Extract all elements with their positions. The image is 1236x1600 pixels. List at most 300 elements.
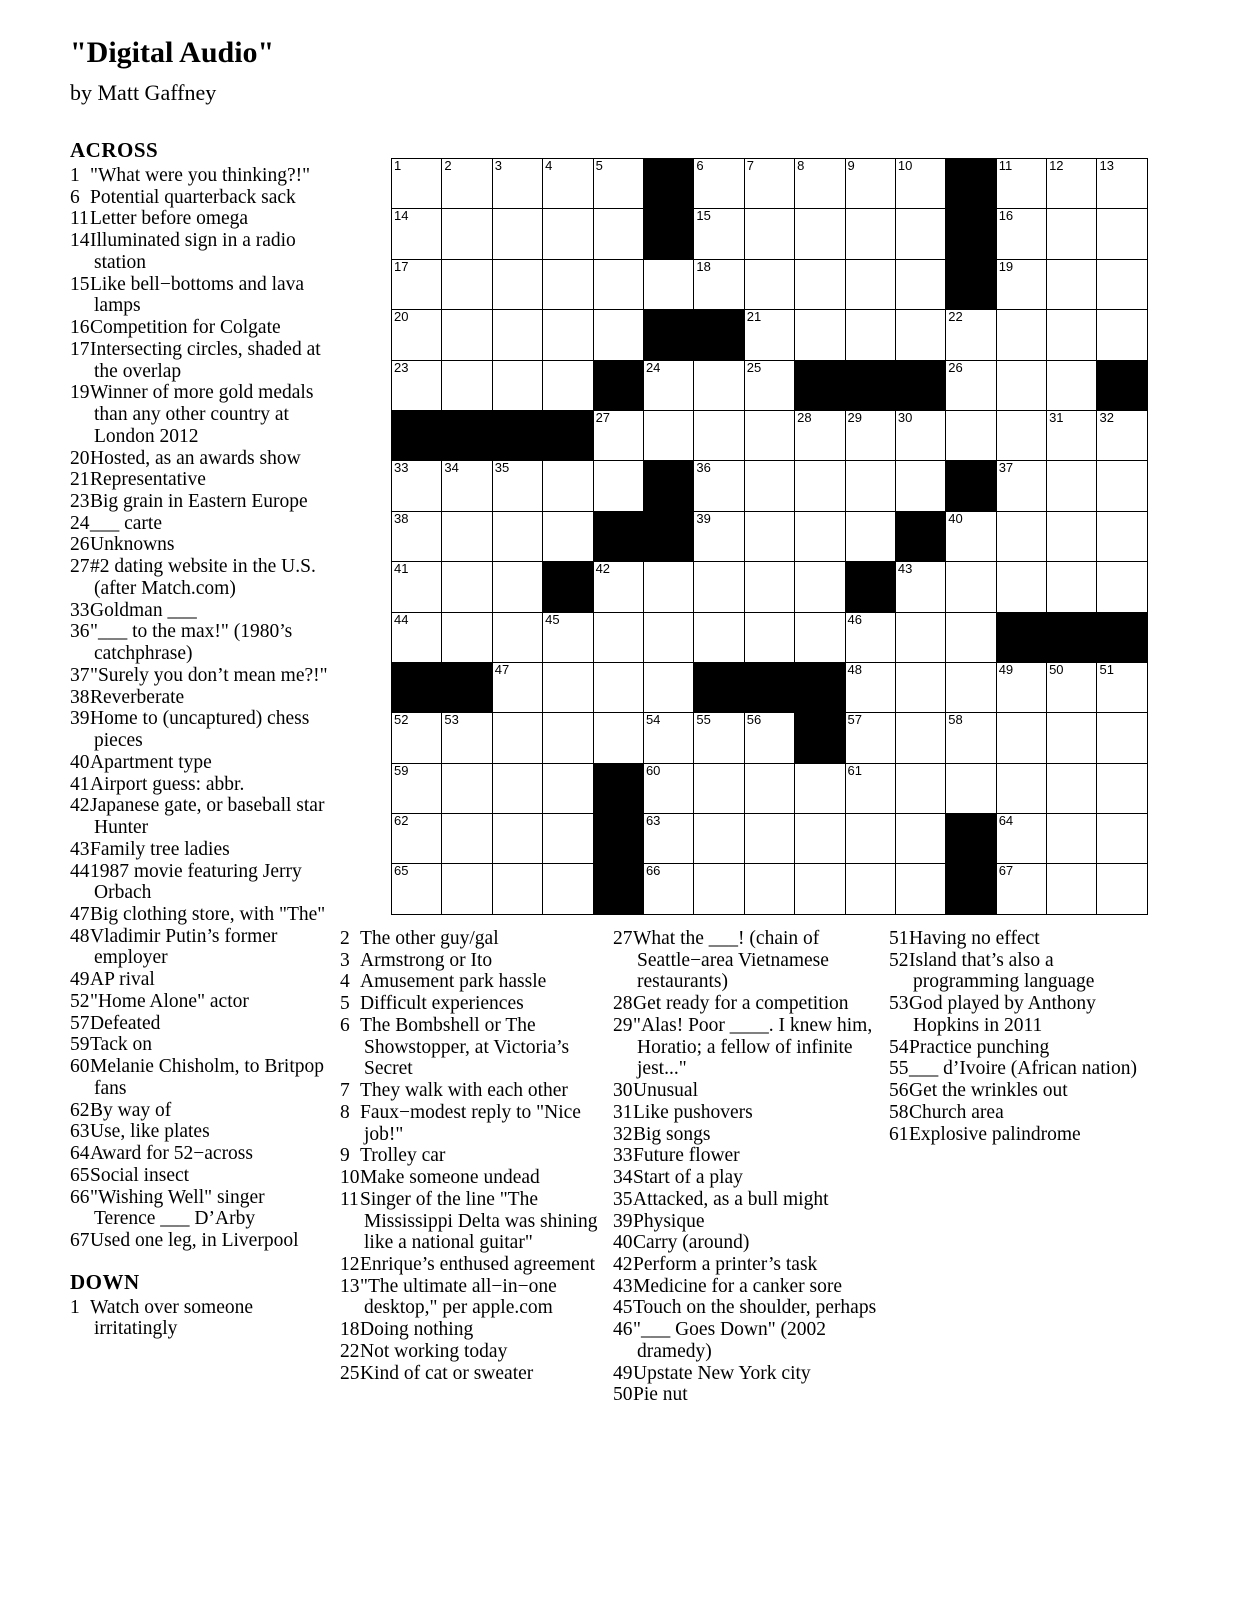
- grid-block-cell: [392, 410, 442, 460]
- clue-item: [340, 1276, 598, 1319]
- grid-cell[interactable]: [643, 763, 693, 813]
- grid-cell[interactable]: [895, 662, 945, 712]
- clue-number: 14: [70, 230, 90, 252]
- grid-cell[interactable]: [442, 461, 492, 511]
- clue-item: [70, 556, 328, 599]
- grid-cell[interactable]: [392, 159, 442, 209]
- grid-cell[interactable]: [744, 259, 794, 309]
- grid-cell[interactable]: [593, 310, 643, 360]
- grid-cell[interactable]: [543, 259, 593, 309]
- clue-text: Future flower: [633, 1145, 740, 1167]
- grid-cell[interactable]: [1047, 763, 1097, 813]
- clue-item: [70, 1187, 328, 1230]
- grid-cell[interactable]: [1097, 662, 1147, 712]
- grid-cell[interactable]: [1097, 864, 1147, 914]
- clue-item: [70, 1143, 328, 1165]
- clue-number: 27: [70, 556, 90, 578]
- grid-cell[interactable]: [442, 814, 492, 864]
- grid-cell[interactable]: [1047, 259, 1097, 309]
- clue-number: 17: [70, 338, 90, 360]
- grid-cell[interactable]: [996, 814, 1046, 864]
- grid-cell[interactable]: [845, 814, 895, 864]
- grid-cell[interactable]: [694, 360, 744, 410]
- grid-cell[interactable]: [593, 259, 643, 309]
- clue-number: 63: [70, 1121, 90, 1143]
- grid-cell[interactable]: [392, 612, 442, 662]
- grid-cell[interactable]: [593, 461, 643, 511]
- clue-number: 52: [70, 990, 90, 1012]
- grid-cell[interactable]: [392, 562, 442, 612]
- grid-cell[interactable]: [492, 461, 542, 511]
- grid-cell[interactable]: [1047, 410, 1097, 460]
- clue-text: Armstrong or Ito: [360, 949, 493, 971]
- clue-item: [70, 774, 328, 796]
- grid-cell[interactable]: [996, 410, 1046, 460]
- grid-cell[interactable]: [392, 360, 442, 410]
- grid-cell[interactable]: [795, 209, 845, 259]
- clue-number: 62: [70, 1099, 90, 1121]
- clue-item: [613, 1276, 881, 1298]
- grid-cell[interactable]: [845, 612, 895, 662]
- clue-item: [70, 926, 328, 969]
- grid-cell[interactable]: [694, 461, 744, 511]
- grid-cell[interactable]: [492, 511, 542, 561]
- grid-cell-number: 62: [394, 813, 409, 829]
- grid-cell[interactable]: [996, 259, 1046, 309]
- grid-cell[interactable]: [744, 159, 794, 209]
- grid-cell[interactable]: [845, 511, 895, 561]
- grid-cell[interactable]: [996, 461, 1046, 511]
- grid-cell-number: 56: [746, 712, 762, 728]
- grid-cell[interactable]: [392, 763, 442, 813]
- grid-cell[interactable]: [895, 864, 945, 914]
- grid-cell[interactable]: [895, 814, 945, 864]
- clue-number: 36: [70, 621, 90, 643]
- clue-text: Church area: [909, 1101, 1004, 1123]
- grid-cell[interactable]: [946, 511, 996, 561]
- grid-cell[interactable]: [996, 562, 1046, 612]
- grid-cell[interactable]: [492, 662, 542, 712]
- grid-cell[interactable]: [694, 159, 744, 209]
- grid-cell[interactable]: [795, 864, 845, 914]
- grid-cell[interactable]: [694, 511, 744, 561]
- grid-cell[interactable]: [1047, 159, 1097, 209]
- grid-cell[interactable]: [593, 562, 643, 612]
- clue-number: 45: [613, 1297, 633, 1319]
- grid-cell-number: 58: [948, 712, 963, 728]
- grid-cell[interactable]: [895, 159, 945, 209]
- grid-cell[interactable]: [946, 410, 996, 460]
- grid-cell[interactable]: [795, 763, 845, 813]
- clue-number: 13: [340, 1275, 360, 1297]
- clue-text: Perform a printer’s task: [633, 1254, 818, 1276]
- grid-cell[interactable]: [442, 713, 492, 763]
- grid-cell[interactable]: [643, 562, 693, 612]
- clue-number: 19: [70, 382, 90, 404]
- clue-item: [70, 491, 328, 513]
- clue-item: [613, 1254, 881, 1276]
- grid-cell[interactable]: [1097, 209, 1147, 259]
- grid-block-cell: [442, 410, 492, 460]
- clue-number: 50: [613, 1384, 633, 1406]
- grid-cell[interactable]: [392, 209, 442, 259]
- grid-cell[interactable]: [694, 209, 744, 259]
- clue-number: 1: [70, 1296, 80, 1318]
- grid-cell[interactable]: [744, 814, 794, 864]
- clue-item: [70, 752, 328, 774]
- grid-cell[interactable]: [895, 612, 945, 662]
- grid-cell[interactable]: [1097, 410, 1147, 460]
- grid-cell[interactable]: [392, 864, 442, 914]
- clue-number: 43: [70, 838, 90, 860]
- clue-text: Doing nothing: [360, 1319, 474, 1341]
- grid-cell[interactable]: [694, 713, 744, 763]
- grid-cell-number: 3: [494, 158, 503, 173]
- grid-cell[interactable]: [643, 410, 693, 460]
- clue-text: Potential quarterback sack: [90, 186, 296, 208]
- grid-cell-number: 66: [645, 863, 661, 879]
- grid-row: [392, 310, 1148, 360]
- down-clue-list-part1: [70, 1297, 328, 1340]
- grid-cell[interactable]: [593, 662, 643, 712]
- grid-cell[interactable]: [744, 763, 794, 813]
- grid-cell-number: 36: [696, 460, 711, 476]
- grid-cell[interactable]: [543, 864, 593, 914]
- clue-item: [613, 928, 881, 993]
- grid-block-cell: [795, 662, 845, 712]
- grid-cell[interactable]: [996, 360, 1046, 410]
- clue-item: [70, 687, 328, 709]
- grid-cell[interactable]: [946, 612, 996, 662]
- grid-cell[interactable]: [694, 562, 744, 612]
- grid-cell[interactable]: [643, 259, 693, 309]
- grid-cell[interactable]: [895, 310, 945, 360]
- grid-cell[interactable]: [744, 511, 794, 561]
- clue-item: [889, 950, 1154, 993]
- grid-cell[interactable]: [895, 713, 945, 763]
- grid-cell[interactable]: [442, 864, 492, 914]
- grid-cell[interactable]: [643, 360, 693, 410]
- grid-cell[interactable]: [543, 662, 593, 712]
- grid-cell[interactable]: [694, 864, 744, 914]
- clue-item: [340, 971, 598, 993]
- clue-item: [70, 274, 328, 317]
- grid-cell[interactable]: [744, 612, 794, 662]
- grid-cell[interactable]: [1047, 864, 1097, 914]
- grid-row: [392, 612, 1148, 662]
- grid-cell[interactable]: [946, 763, 996, 813]
- grid-block-cell: [593, 511, 643, 561]
- grid-cell[interactable]: [643, 864, 693, 914]
- grid-cell[interactable]: [543, 763, 593, 813]
- grid-row: [392, 662, 1148, 712]
- grid-cell-number: 54: [645, 712, 661, 728]
- grid-cell[interactable]: [543, 713, 593, 763]
- clue-item: [613, 1384, 881, 1406]
- grid-cell[interactable]: [492, 612, 542, 662]
- grid-cell[interactable]: [795, 612, 845, 662]
- grid-row: [392, 360, 1148, 410]
- grid-cell[interactable]: [845, 310, 895, 360]
- grid-cell[interactable]: [895, 410, 945, 460]
- grid-cell[interactable]: [643, 662, 693, 712]
- grid-cell-number: 21: [746, 309, 762, 325]
- grid-cell-number: 14: [394, 208, 409, 224]
- clue-number: 40: [613, 1232, 633, 1254]
- grid-cell[interactable]: [744, 310, 794, 360]
- grid-cell[interactable]: [996, 209, 1046, 259]
- clue-item: [340, 1254, 598, 1276]
- grid-cell[interactable]: [795, 310, 845, 360]
- grid-cell[interactable]: [492, 814, 542, 864]
- clue-number: 52: [889, 949, 909, 971]
- grid-cell[interactable]: [694, 410, 744, 460]
- grid-cell[interactable]: [895, 209, 945, 259]
- grid-cell[interactable]: [744, 461, 794, 511]
- grid-cell[interactable]: [593, 410, 643, 460]
- clue-text: AP rival: [90, 969, 155, 991]
- clue-item: [70, 469, 328, 491]
- grid-cell[interactable]: [492, 360, 542, 410]
- grid-cell[interactable]: [1097, 763, 1147, 813]
- grid-cell[interactable]: [392, 461, 442, 511]
- grid-cell[interactable]: [1097, 562, 1147, 612]
- grid-cell[interactable]: [744, 410, 794, 460]
- grid-block-cell: [593, 864, 643, 914]
- grid-block-cell: [442, 662, 492, 712]
- grid-cell[interactable]: [392, 310, 442, 360]
- grid-cell[interactable]: [946, 310, 996, 360]
- grid-cell[interactable]: [543, 814, 593, 864]
- down-heading: DOWN: [70, 1269, 140, 1294]
- grid-table[interactable]: [391, 158, 1148, 915]
- clue-number: 23: [70, 491, 90, 513]
- grid-cell[interactable]: [1047, 562, 1097, 612]
- clue-number: 37: [70, 664, 90, 686]
- grid-cell[interactable]: [795, 511, 845, 561]
- grid-cell-number: 42: [595, 561, 611, 577]
- grid-cell[interactable]: [795, 159, 845, 209]
- grid-cell[interactable]: [1047, 814, 1097, 864]
- grid-cell[interactable]: [996, 864, 1046, 914]
- grid-cell-number: 46: [847, 611, 862, 627]
- grid-cell[interactable]: [593, 713, 643, 763]
- grid-cell[interactable]: [1047, 662, 1097, 712]
- grid-cell[interactable]: [744, 209, 794, 259]
- grid-cell-number: 52: [394, 712, 409, 728]
- grid-cell[interactable]: [1097, 511, 1147, 561]
- clue-text: Get ready for a competition: [633, 993, 849, 1015]
- grid-cell[interactable]: [593, 209, 643, 259]
- grid-cell[interactable]: [744, 562, 794, 612]
- clue-text: Defeated: [90, 1012, 161, 1034]
- clue-text: Having no effect: [909, 928, 1040, 949]
- grid-cell[interactable]: [996, 763, 1046, 813]
- clue-number: 5: [340, 993, 350, 1015]
- grid-cell[interactable]: [694, 259, 744, 309]
- grid-block-cell: [946, 209, 996, 259]
- clue-item: [340, 1189, 598, 1254]
- clue-item: [70, 1100, 328, 1122]
- grid-cell-number: 11: [998, 158, 1013, 173]
- clue-text: Use, like plates: [90, 1121, 210, 1143]
- grid-block-cell: [1097, 612, 1147, 662]
- grid-cell[interactable]: [442, 209, 492, 259]
- grid-cell[interactable]: [946, 713, 996, 763]
- clue-item: [70, 339, 328, 382]
- clue-item: [889, 928, 1154, 950]
- grid-cell[interactable]: [492, 310, 542, 360]
- clue-number: 42: [70, 795, 90, 817]
- grid-block-cell: [795, 713, 845, 763]
- clue-number: 39: [70, 708, 90, 730]
- grid-cell[interactable]: [543, 511, 593, 561]
- grid-block-cell: [795, 360, 845, 410]
- grid-cell[interactable]: [392, 814, 442, 864]
- grid-cell[interactable]: [744, 864, 794, 914]
- clue-text: Like bell−bottoms and lava lamps: [90, 273, 305, 317]
- clue-text: What the ___! (chain of Seattle−area Vietnamese restaurants): [633, 928, 829, 993]
- grid-cell[interactable]: [442, 360, 492, 410]
- grid-cell[interactable]: [543, 612, 593, 662]
- grid-cell[interactable]: [543, 209, 593, 259]
- crossword-grid[interactable]: [391, 158, 1148, 915]
- grid-cell[interactable]: [1097, 461, 1147, 511]
- grid-cell[interactable]: [795, 562, 845, 612]
- clue-item: [613, 1102, 881, 1124]
- grid-cell[interactable]: [392, 259, 442, 309]
- clue-number: 41: [70, 773, 90, 795]
- grid-cell-number: 33: [394, 460, 409, 476]
- grid-cell[interactable]: [392, 713, 442, 763]
- grid-cell[interactable]: [996, 511, 1046, 561]
- grid-cell[interactable]: [1047, 511, 1097, 561]
- grid-cell[interactable]: [895, 461, 945, 511]
- grid-cell[interactable]: [492, 763, 542, 813]
- grid-cell[interactable]: [492, 562, 542, 612]
- grid-cell[interactable]: [1047, 310, 1097, 360]
- grid-cell[interactable]: [1097, 310, 1147, 360]
- grid-cell[interactable]: [845, 662, 895, 712]
- grid-cell[interactable]: [946, 662, 996, 712]
- grid-cell[interactable]: [694, 814, 744, 864]
- clue-number: 66: [70, 1186, 90, 1208]
- grid-cell[interactable]: [442, 511, 492, 561]
- grid-cell[interactable]: [744, 713, 794, 763]
- down-clue-list-part2: [340, 928, 598, 1384]
- clue-text: Enrique’s enthused agreement: [360, 1254, 595, 1276]
- grid-cell[interactable]: [442, 159, 492, 209]
- grid-cell[interactable]: [442, 562, 492, 612]
- grid-block-cell: [845, 360, 895, 410]
- grid-cell[interactable]: [795, 259, 845, 309]
- grid-cell[interactable]: [1097, 814, 1147, 864]
- clue-text: Touch on the shoulder, perhaps: [633, 1297, 877, 1319]
- grid-cell[interactable]: [593, 159, 643, 209]
- grid-cell[interactable]: [845, 259, 895, 309]
- grid-cell[interactable]: [492, 713, 542, 763]
- grid-cell[interactable]: [442, 763, 492, 813]
- grid-cell-number: 67: [998, 863, 1014, 879]
- grid-cell[interactable]: [996, 662, 1046, 712]
- grid-cell[interactable]: [895, 259, 945, 309]
- grid-cell[interactable]: [845, 713, 895, 763]
- grid-cell[interactable]: [1047, 713, 1097, 763]
- grid-cell[interactable]: [996, 713, 1046, 763]
- grid-cell[interactable]: [543, 159, 593, 209]
- grid-cell[interactable]: [492, 259, 542, 309]
- grid-cell-number: 37: [998, 460, 1014, 476]
- grid-cell[interactable]: [543, 461, 593, 511]
- grid-cell[interactable]: [895, 562, 945, 612]
- grid-block-cell: [744, 662, 794, 712]
- down-clue-list-part4: [889, 928, 1154, 1145]
- grid-cell[interactable]: [694, 763, 744, 813]
- clue-number: 33: [70, 599, 90, 621]
- grid-cell[interactable]: [795, 461, 845, 511]
- grid-cell[interactable]: [845, 461, 895, 511]
- grid-cell[interactable]: [643, 713, 693, 763]
- grid-cell-number: 35: [494, 460, 510, 476]
- grid-cell[interactable]: [795, 814, 845, 864]
- grid-cell[interactable]: [392, 511, 442, 561]
- grid-cell[interactable]: [845, 864, 895, 914]
- grid-cell[interactable]: [1047, 461, 1097, 511]
- grid-cell[interactable]: [492, 159, 542, 209]
- grid-cell[interactable]: [1047, 360, 1097, 410]
- grid-cell[interactable]: [895, 763, 945, 813]
- clue-text: Start of a play: [633, 1167, 743, 1189]
- grid-cell[interactable]: [845, 410, 895, 460]
- grid-cell[interactable]: [744, 360, 794, 410]
- grid-row: [392, 209, 1148, 259]
- clue-number: 15: [70, 273, 90, 295]
- grid-cell[interactable]: [442, 612, 492, 662]
- grid-cell[interactable]: [543, 360, 593, 410]
- grid-cell[interactable]: [845, 159, 895, 209]
- grid-cell[interactable]: [643, 612, 693, 662]
- clue-item: [340, 993, 598, 1015]
- grid-cell[interactable]: [795, 410, 845, 460]
- grid-cell[interactable]: [845, 763, 895, 813]
- grid-cell[interactable]: [694, 612, 744, 662]
- grid-cell[interactable]: [845, 209, 895, 259]
- grid-cell[interactable]: [442, 310, 492, 360]
- grid-cell[interactable]: [1097, 259, 1147, 309]
- grid-cell[interactable]: [1097, 713, 1147, 763]
- grid-cell[interactable]: [946, 360, 996, 410]
- grid-cell[interactable]: [593, 612, 643, 662]
- clue-number: 11: [70, 208, 89, 230]
- grid-cell[interactable]: [946, 562, 996, 612]
- grid-cell[interactable]: [996, 310, 1046, 360]
- grid-cell[interactable]: [1047, 209, 1097, 259]
- grid-cell[interactable]: [643, 814, 693, 864]
- grid-cell-number: 7: [746, 158, 754, 173]
- grid-cell[interactable]: [492, 864, 542, 914]
- grid-cell[interactable]: [442, 259, 492, 309]
- clue-text: Vladimir Putin’s former employer: [90, 925, 278, 969]
- grid-cell[interactable]: [543, 310, 593, 360]
- clue-text: By way of: [90, 1099, 172, 1121]
- clue-item: [889, 1124, 1154, 1146]
- grid-cell[interactable]: [492, 209, 542, 259]
- grid-cell[interactable]: [1097, 159, 1147, 209]
- grid-row: [392, 562, 1148, 612]
- grid-cell[interactable]: [996, 159, 1046, 209]
- clue-number: 11: [340, 1188, 359, 1210]
- clue-number: 35: [613, 1188, 633, 1210]
